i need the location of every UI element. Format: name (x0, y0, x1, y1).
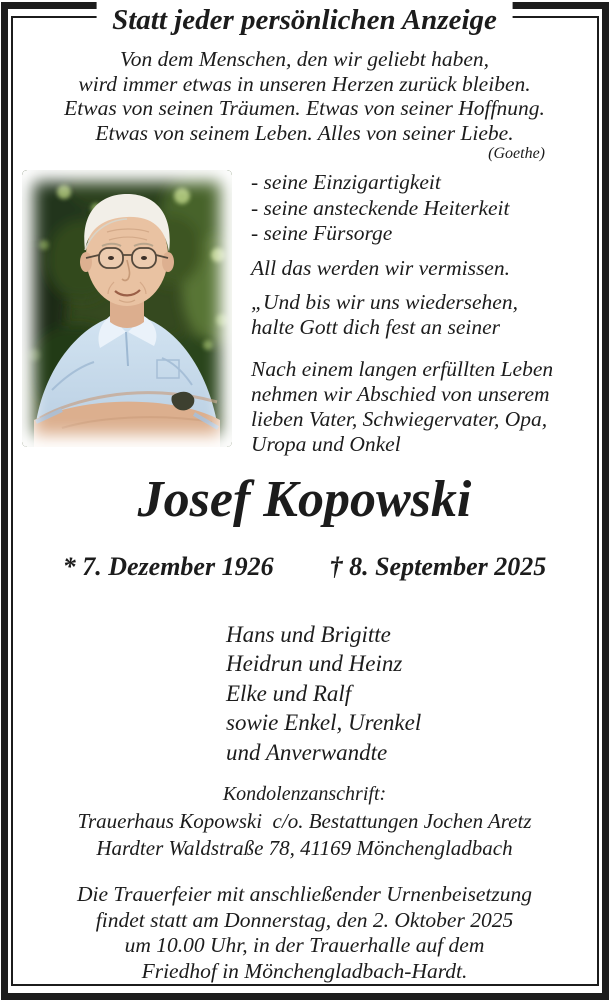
farewell-line: Nach einem langen erfüllten Leben (251, 356, 554, 381)
quote-attribution: (Goethe) (488, 145, 545, 162)
condolence-line: Trauerhaus Kopowski c/o. Bestattungen Jochen Aretz (77, 809, 532, 833)
blessing-line: halte Gott dich fest an seiner (251, 314, 501, 339)
quality-item: - seine ansteckende Heiterkeit (251, 195, 510, 220)
birth-date: * 7. Dezember 1926 (62, 551, 274, 581)
mourner-line: Heidrun und Heinz (226, 651, 403, 676)
quality-item: - seine Fürsorge (251, 221, 393, 245)
death-date: † 8. September 2025 (329, 551, 547, 581)
blessing-quote (251, 290, 587, 340)
funeral-line: Friedhof in Mönchengladbach-Hardt. (141, 958, 468, 983)
photo-and-text-row (0, 170, 609, 457)
missing-statement: All das werden wir vermissen. (251, 255, 510, 280)
page-title: Statt jeder persönlichen Anzeige (96, 0, 513, 40)
condolence-address (0, 781, 609, 862)
quote-line: wird immer etwas in unseren Herzen zurück bleiben. (78, 71, 531, 96)
quote-line: Von dem Menschen, den wir geliebt haben, (120, 47, 489, 71)
life-dates (0, 551, 609, 583)
deceased-name: Josef Kopowski (137, 470, 472, 528)
funeral-line: findet statt am Donnerstag, den 2. Oktober 2025 (95, 907, 514, 932)
mourner-line: sowie Enkel, Urenkel (226, 710, 422, 735)
quote-line: Etwas von seinen Träumen. Etwas von seiner Hoffnung. (64, 96, 545, 120)
condolence-heading: Kondolenzanschrift: (222, 783, 387, 805)
quote-line: Etwas von seinem Leben. Alles von seiner Liebe. (95, 120, 514, 145)
farewell-line: nehmen wir Abschied von unserem (251, 381, 550, 406)
portrait-illustration (22, 170, 232, 447)
farewell-line: lieben Vater, Schwiegervater, Opa, (251, 406, 548, 431)
mourner-line: Hans und Brigitte (226, 621, 391, 647)
funeral-line: um 10.00 Uhr, in der Trauerhalle auf dem (124, 933, 485, 957)
portrait-photo (22, 170, 232, 447)
mourners-list (226, 620, 609, 768)
qualities-list (251, 170, 587, 247)
condolence-line: Hardter Waldstraße 78, 41169 Mönchengladbach (96, 836, 513, 860)
blessing-line: „Und bis wir uns wiedersehen, (251, 289, 518, 314)
funeral-info (0, 882, 609, 984)
opening-quote (0, 47, 609, 145)
right-text-column (251, 170, 587, 457)
farewell-paragraph (251, 357, 587, 457)
funeral-line: Die Trauerfeier mit anschließender Urnenbeisetzung (76, 882, 533, 906)
mourner-line: Elke und Ralf (226, 680, 352, 706)
mourner-line: und Anverwandte (226, 739, 388, 765)
farewell-line: Uropa und Onkel (251, 431, 401, 456)
quality-item: - seine Einzigartigkeit (251, 170, 441, 194)
